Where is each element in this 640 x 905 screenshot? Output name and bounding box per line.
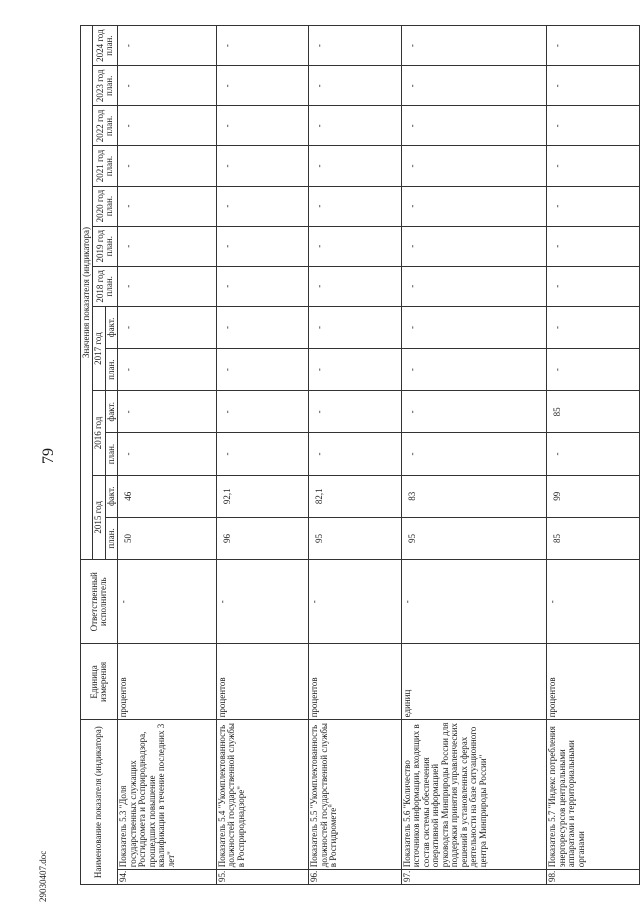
value-cell: - xyxy=(402,391,547,433)
value-cell: - xyxy=(118,349,217,391)
value-cell: - xyxy=(547,349,640,391)
year-2016-header: 2016 год xyxy=(93,391,105,475)
value-cell: - xyxy=(216,433,309,475)
value-cell: - xyxy=(118,106,217,146)
responsible-header: Ответственный исполнитель xyxy=(81,560,118,644)
value-cell: - xyxy=(216,349,309,391)
unit-cell: процентов xyxy=(118,644,217,720)
plan-2016-header: план. xyxy=(105,433,117,475)
row-number: 94. xyxy=(118,870,217,885)
value-cell: - xyxy=(118,266,217,306)
value-cell: 50 xyxy=(118,517,217,559)
value-cell: - xyxy=(118,146,217,186)
value-cell: 95 xyxy=(402,517,547,559)
value-cell: 82,1 xyxy=(309,475,402,517)
year-2024-header: 2024 год план. xyxy=(93,26,118,66)
value-cell: 99 xyxy=(547,475,640,517)
value-cell: - xyxy=(402,66,547,106)
indicator-name: Показатель 5.3 "Доля государственных служащих Росгидромета и Росприроднадзора, прошедших повышение квалификации в течение последних 3 лет" xyxy=(118,720,217,870)
value-cell: - xyxy=(547,306,640,348)
unit-cell: процентов xyxy=(547,644,640,720)
value-cell: - xyxy=(118,186,217,226)
value-cell: - xyxy=(216,66,309,106)
value-cell: - xyxy=(402,26,547,66)
value-cell: - xyxy=(547,186,640,226)
value-cell: - xyxy=(118,391,217,433)
value-cell: - xyxy=(309,306,402,348)
value-cell: - xyxy=(216,146,309,186)
value-cell: - xyxy=(402,306,547,348)
value-cell: - xyxy=(216,306,309,348)
unit-cell: процентов xyxy=(309,644,402,720)
value-cell: - xyxy=(216,391,309,433)
indicator-table xyxy=(80,25,640,885)
table-row xyxy=(309,26,402,885)
value-cell: - xyxy=(309,146,402,186)
unit-cell: процентов xyxy=(216,644,309,720)
row-number: 97. xyxy=(402,870,547,885)
table-row xyxy=(118,26,217,885)
value-cell: - xyxy=(216,266,309,306)
table-row xyxy=(216,26,309,885)
value-cell: - xyxy=(402,146,547,186)
value-cell: - xyxy=(309,226,402,266)
unit-header: Единица измерения xyxy=(81,644,118,720)
value-cell: - xyxy=(547,266,640,306)
value-cell: - xyxy=(402,349,547,391)
value-cell: - xyxy=(309,266,402,306)
value-cell: - xyxy=(118,433,217,475)
value-cell: - xyxy=(309,349,402,391)
year-2017-header: 2017 год xyxy=(93,306,105,390)
value-cell: - xyxy=(309,66,402,106)
year-2021-header: 2021 год план. xyxy=(93,146,118,186)
year-2015-header: 2015 год xyxy=(93,475,105,559)
rotated-table-container xyxy=(80,25,640,885)
document-code: 29030407.doc xyxy=(38,850,48,902)
plan-2017-header: план. xyxy=(105,349,117,391)
value-cell: - xyxy=(402,226,547,266)
value-cell: 85 xyxy=(547,517,640,559)
value-cell: 92,1 xyxy=(216,475,309,517)
value-cell: - xyxy=(309,26,402,66)
values-header: Значения показателя (индикатора) xyxy=(81,26,93,560)
indicator-name: Показатель 5.5 "Укомплектованность должностей государственной службы в Росгидромете" xyxy=(309,720,402,870)
row-number: 96. xyxy=(309,870,402,885)
year-2018-header: 2018 год план. xyxy=(93,266,118,306)
responsible-cell: - xyxy=(547,560,640,644)
value-cell: - xyxy=(547,26,640,66)
value-cell: - xyxy=(309,433,402,475)
year-2020-header: 2020 год план. xyxy=(93,186,118,226)
responsible-cell: - xyxy=(118,560,217,644)
value-cell: 46 xyxy=(118,475,217,517)
value-cell: - xyxy=(216,226,309,266)
value-cell: - xyxy=(118,66,217,106)
value-cell: - xyxy=(547,66,640,106)
row-number: 95. xyxy=(216,870,309,885)
row-number: 98. xyxy=(547,870,640,885)
value-cell: - xyxy=(216,26,309,66)
value-cell: 83 xyxy=(402,475,547,517)
table-row xyxy=(547,26,640,885)
plan-2015-header: план. xyxy=(105,517,117,559)
value-cell: - xyxy=(118,306,217,348)
value-cell: - xyxy=(547,106,640,146)
value-cell: - xyxy=(309,106,402,146)
value-cell: - xyxy=(216,186,309,226)
value-cell: - xyxy=(402,266,547,306)
value-cell: - xyxy=(547,146,640,186)
indicator-name: Показатель 5.4 "Укомплектованность должностей государственной службы в Росприроднадзоре" xyxy=(216,720,309,870)
value-cell: 85 xyxy=(547,391,640,433)
unit-cell: единиц xyxy=(402,644,547,720)
fact-2015-header: факт. xyxy=(105,475,117,517)
responsible-cell: - xyxy=(402,560,547,644)
value-cell: - xyxy=(402,433,547,475)
value-cell: - xyxy=(309,391,402,433)
year-2019-header: 2019 год план. xyxy=(93,226,118,266)
indicator-name: Показатель 5.6 "Количество источников информации, входящих в состав системы обеспечения оперативной информацией руководства Минприроды России для поддержки принятия управленческих решений в установленных сферах деятельности на базе ситуационного центра Минприроды России" xyxy=(402,720,547,870)
value-cell: - xyxy=(402,106,547,146)
year-2023-header: 2023 год план. xyxy=(93,66,118,106)
responsible-cell: - xyxy=(216,560,309,644)
value-cell: 96 xyxy=(216,517,309,559)
page-number: 79 xyxy=(40,448,57,464)
table-row xyxy=(402,26,547,885)
value-cell: - xyxy=(118,26,217,66)
value-cell: - xyxy=(547,433,640,475)
value-cell: - xyxy=(402,186,547,226)
value-cell: - xyxy=(547,226,640,266)
value-cell: - xyxy=(118,226,217,266)
value-cell: 95 xyxy=(309,517,402,559)
year-2022-header: 2022 год план. xyxy=(93,106,118,146)
name-header: Наименование показателя (индикатора) xyxy=(81,720,118,885)
value-cell: - xyxy=(216,106,309,146)
indicator-name: Показатель 5.7 "Индекс потребления энергоресурсов центральными аппаратами и территориальными органами xyxy=(547,720,640,870)
fact-2016-header: факт. xyxy=(105,391,117,433)
responsible-cell: - xyxy=(309,560,402,644)
fact-2017-header: факт. xyxy=(105,306,117,348)
value-cell: - xyxy=(309,186,402,226)
